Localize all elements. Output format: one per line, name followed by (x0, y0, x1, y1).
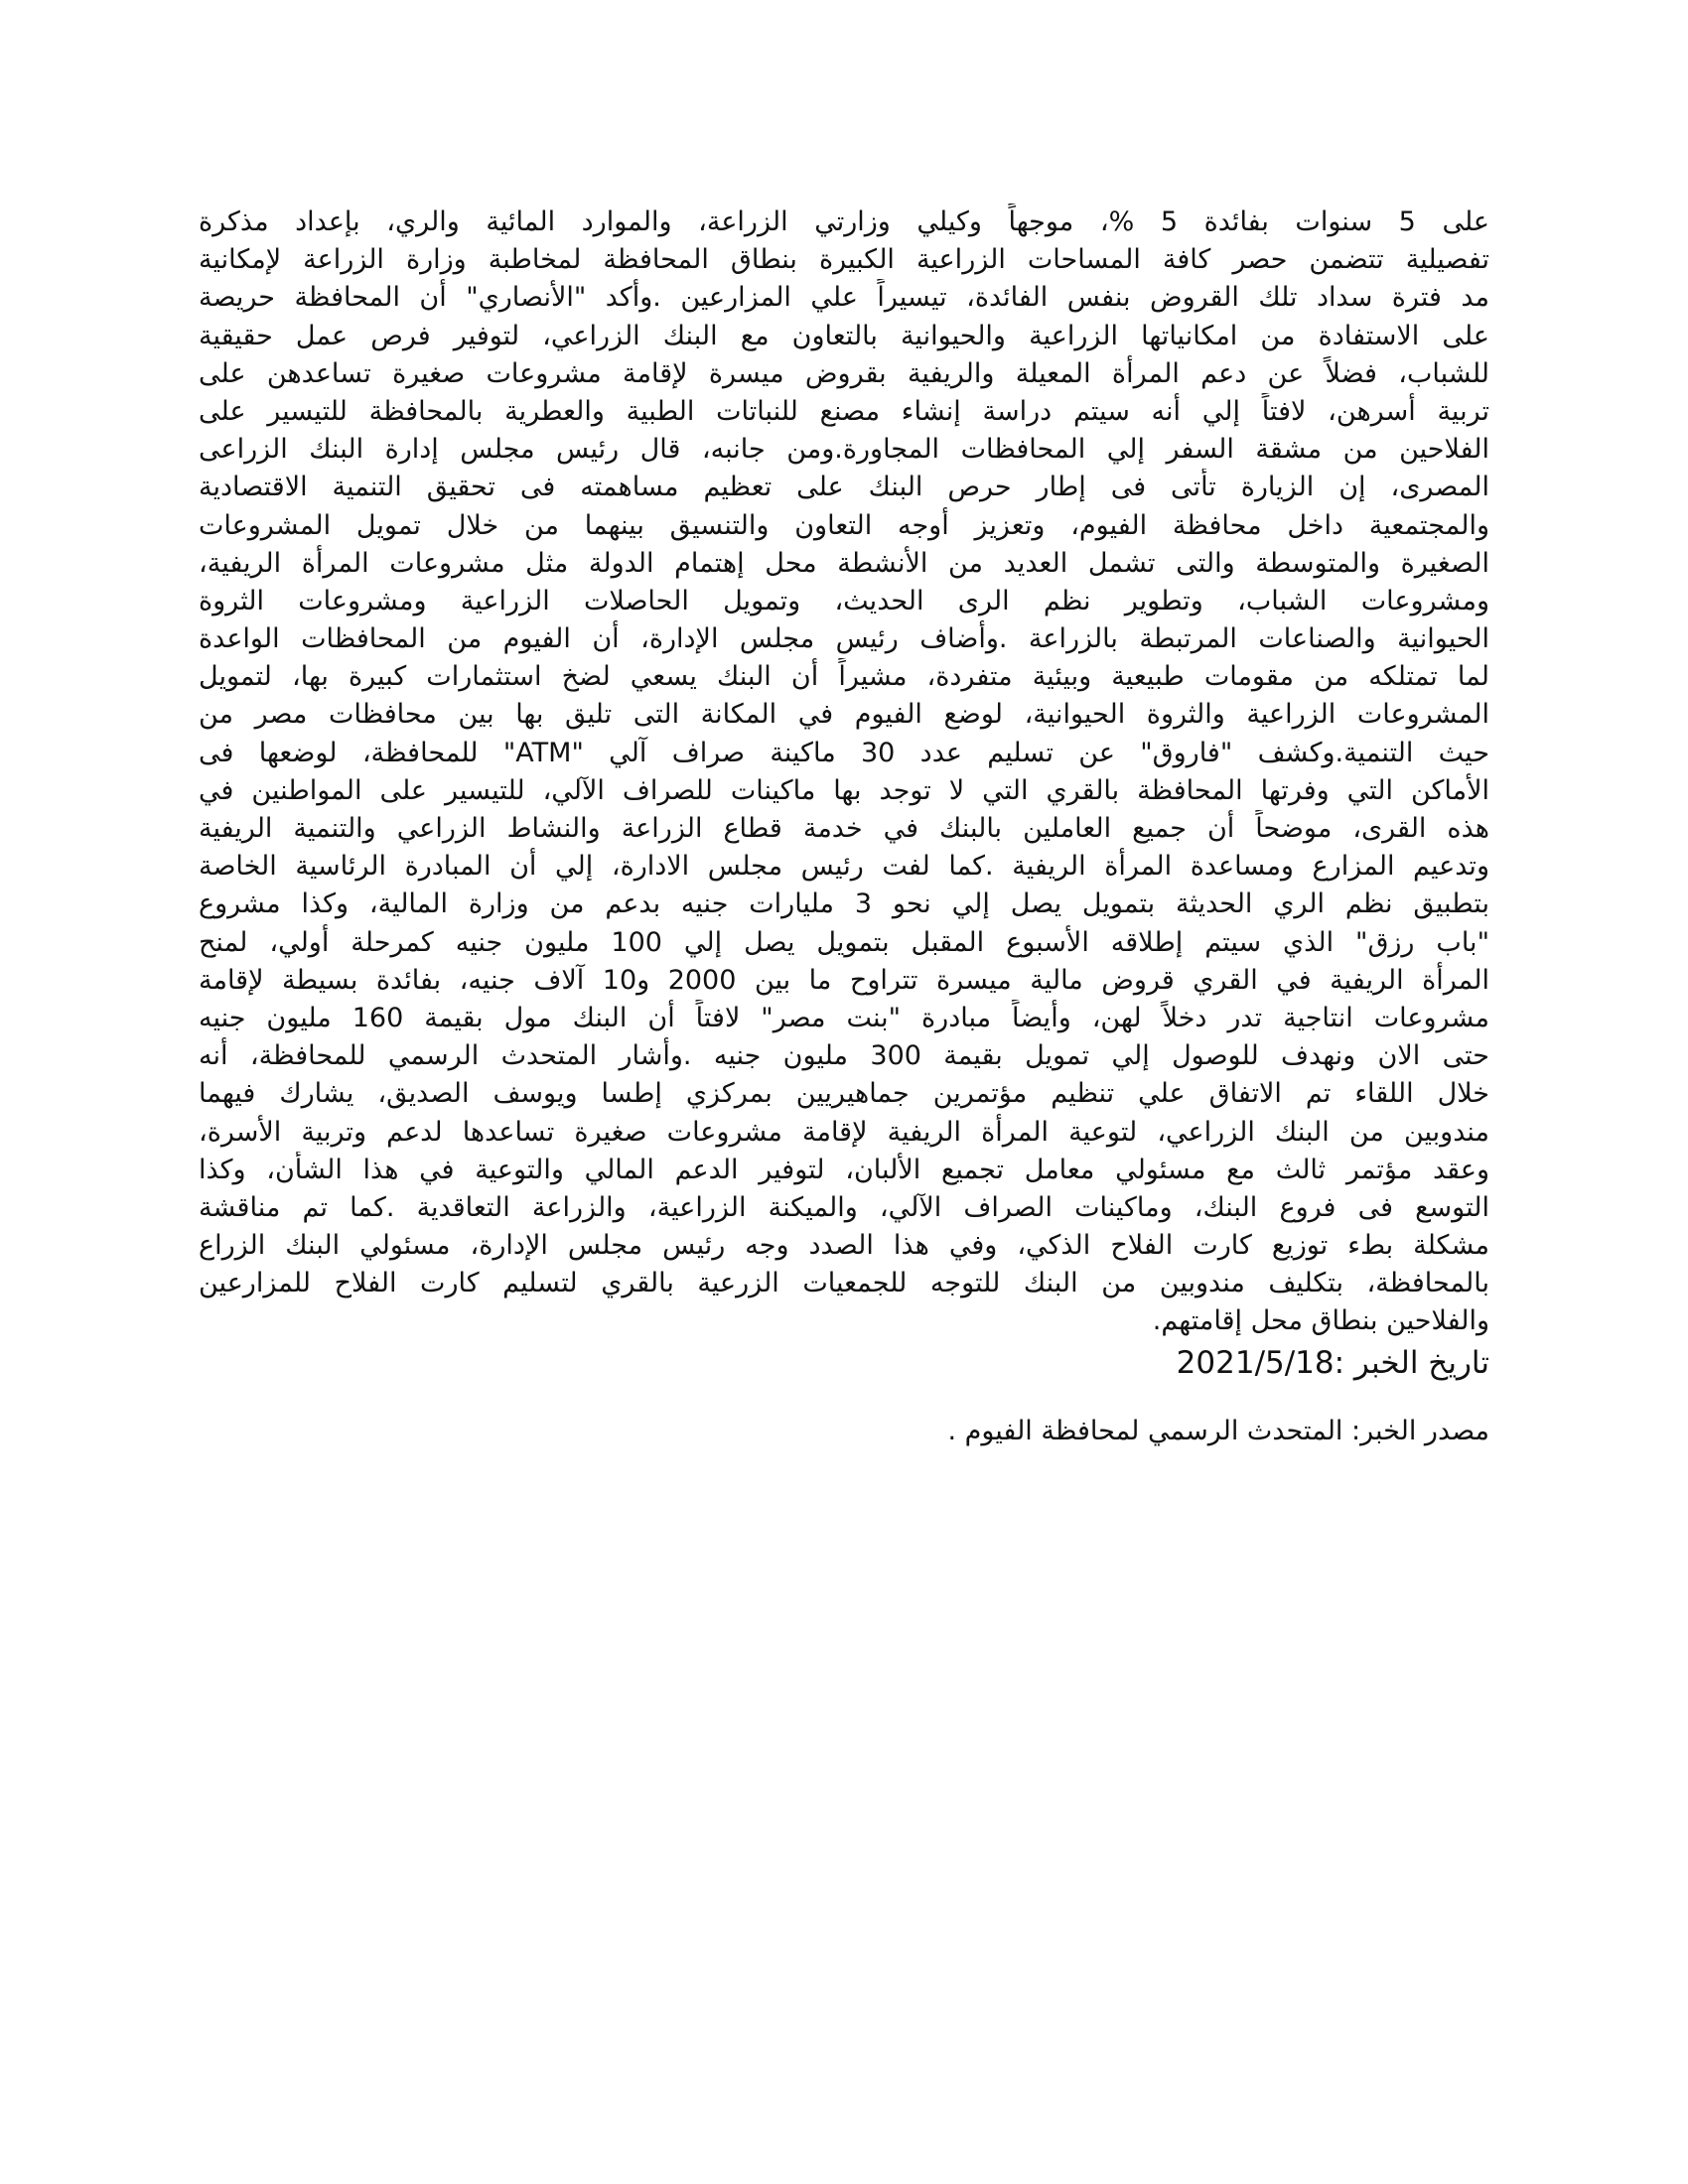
body-line: الأماكن التي وفرتها المحافظة بالقري التي لا توجد بها ماكينات للصراف الآلي، للتيسير على المواطنين في (199, 774, 1489, 806)
body-line: وعقد مؤتمر ثالث مع مسئولي معامل تجميع الألبان، لتوفير الدعم المالي والتوعية في هذا الشأن، وكذا (199, 1154, 1489, 1185)
body-line: والمجتمعية داخل محافظة الفيوم، وتعزيز أوجه التعاون والتنسيق بينهما من خلال تمويل المشروعات (199, 509, 1489, 541)
body-line: تفصيلية تتضمن حصر كافة المساحات الزراعية الكبيرة بنطاق المحافظة لمخاطبة وزارة الزراعة لإمكانية (199, 244, 1489, 276)
body-line: على الاستفادة من امكانياتها الزراعية والحيوانية بالتعاون مع البنك الزراعي، لتوفير فرص عمل حقيقية (199, 320, 1489, 351)
body-line: خلال اللقاء تم الاتفاق علي تنظيم مؤتمرين جماهيريين بمركزي إطسا ويوسف الصديق، يشارك فيهما (199, 1078, 1489, 1110)
news-date: تاريخ الخبر :2021/5/18 (1176, 1344, 1489, 1381)
body-line: على 5 سنوات بفائدة 5 %، موجهاً وكيلي وزارتي الزراعة، والموارد المائية والري، بإعداد مذكرة (199, 206, 1489, 237)
body-line: مشكلة بطء توزيع كارت الفلاح الذكي، وفي هذا الصدد وجه رئيس مجلس الإدارة، مسئولي البنك الزراع (199, 1230, 1489, 1262)
body-line: الفلاحين من مشقة السفر إلي المحافظات المجاورة.ومن جانبه، قال رئيس مجلس إدارة البنك الزراعى (199, 434, 1489, 466)
body-line: مندوبين من البنك الزراعي، لتوعية المرأة الريفية لإقامة مشروعات صغيرة تساعدها لدعم وتربية الأسرة، (199, 1116, 1489, 1148)
body-line: تربية أسرهن، لافتاً إلي أنه سيتم دراسة إنشاء مصنع للنباتات الطبية والعطرية بالمحافظة للتيسير على (199, 395, 1489, 427)
body-line-last: والفلاحين بنطاق محل إقامتهم. (1152, 1305, 1489, 1337)
body-line: للشباب، فضلاً عن دعم المرأة المعيلة والريفية بقروض ميسرة لإقامة مشروعات صغيرة تساعدهن على (199, 357, 1489, 389)
body-line: المشروعات الزراعية والثروة الحيوانية، لوضع الفيوم في المكانة التى تليق بها بين محافظات مصر من (199, 699, 1489, 731)
body-line: "باب رزق" الذي سيتم إطلاقه الأسبوع المقبل بتمويل يصل إلي 100 مليون جنيه كمرحلة أولي، لمنح (199, 926, 1489, 958)
body-line: ومشروعات الشباب، وتطوير نظم الرى الحديث، وتمويل الحاصلات الزراعية ومشروعات الثروة (199, 585, 1489, 616)
body-line: التوسع فى فروع البنك، وماكينات الصراف الآلي، والميكنة الزراعية، والزراعة التعاقدية .كما تم مناقشة (199, 1191, 1489, 1223)
body-line: هذه القرى، موضحاً أن جميع العاملين بالبنك في خدمة قطاع الزراعة والنشاط الزراعي والتنمية الريفية (199, 813, 1489, 844)
body-line: الحيوانية والصناعات المرتبطة بالزراعة .وأضاف رئيس مجلس الإدارة، أن الفيوم من المحافظات الواعدة (199, 623, 1489, 655)
body-line: بالمحافظة، بتكليف مندوبين من البنك للتوجه للجمعيات الزرعية بالقري لتسليم كارت الفلاح للمزارعين (199, 1268, 1489, 1299)
body-line: حيث التنمية.وكشف "فاروق" عن تسليم عدد 30 ماكينة صراف آلي "ATM" للمحافظة، لوضعها فى (199, 737, 1489, 768)
article-body (199, 204, 1489, 1341)
body-line: الصغيرة والمتوسطة والتى تشمل العديد من الأنشطة محل إهتمام الدولة مثل مشروعات المرأة الريفية، (199, 547, 1489, 579)
body-line: مد فترة سداد تلك القروض بنفس الفائدة، تيسيراً علي المزارعين .وأكد "الأنصاري" أن المحافظة حريصة (199, 282, 1489, 314)
body-line: لما تمتلكه من مقومات طبيعية وبيئية متفردة، مشيراً أن البنك يسعي لضخ استثمارات كبيرة بها، لتمويل (199, 661, 1489, 693)
news-source: مصدر الخبر: المتحدث الرسمي لمحافظة الفيوم . (947, 1415, 1489, 1446)
document-page (199, 204, 1489, 1450)
body-line: مشروعات انتاجية تدر دخلاً لهن، وأيضاً مبادرة "بنت مصر" لافتاً أن البنك مول بقيمة 160 مليون جنيه (199, 1002, 1489, 1033)
body-line: المرأة الريفية في القري قروض مالية ميسرة تتراوح ما بين 2000 و10 آلاف جنيه، بفائدة بسيطة لإقامة (199, 964, 1489, 996)
body-line: بتطبيق نظم الري الحديثة بتمويل يصل إلي نحو 3 مليارات جنيه بدعم من وزارة المالية، وكذا مشروع (199, 888, 1489, 920)
body-line: وتدعيم المزارع ومساعدة المرأة الريفية .كما لفت رئيس مجلس الادارة، إلي أن المبادرة الرئاسية الخاصة (199, 851, 1489, 883)
body-line: المصرى، إن الزيارة تأتى فى إطار حرص البنك على تعظيم مساهمته فى تحقيق التنمية الاقتصادية (199, 472, 1489, 503)
body-line: حتى الان ونهدف للوصول إلي تمويل بقيمة 300 مليون جنيه .وأشار المتحدث الرسمي للمحافظة، أنه (199, 1040, 1489, 1072)
